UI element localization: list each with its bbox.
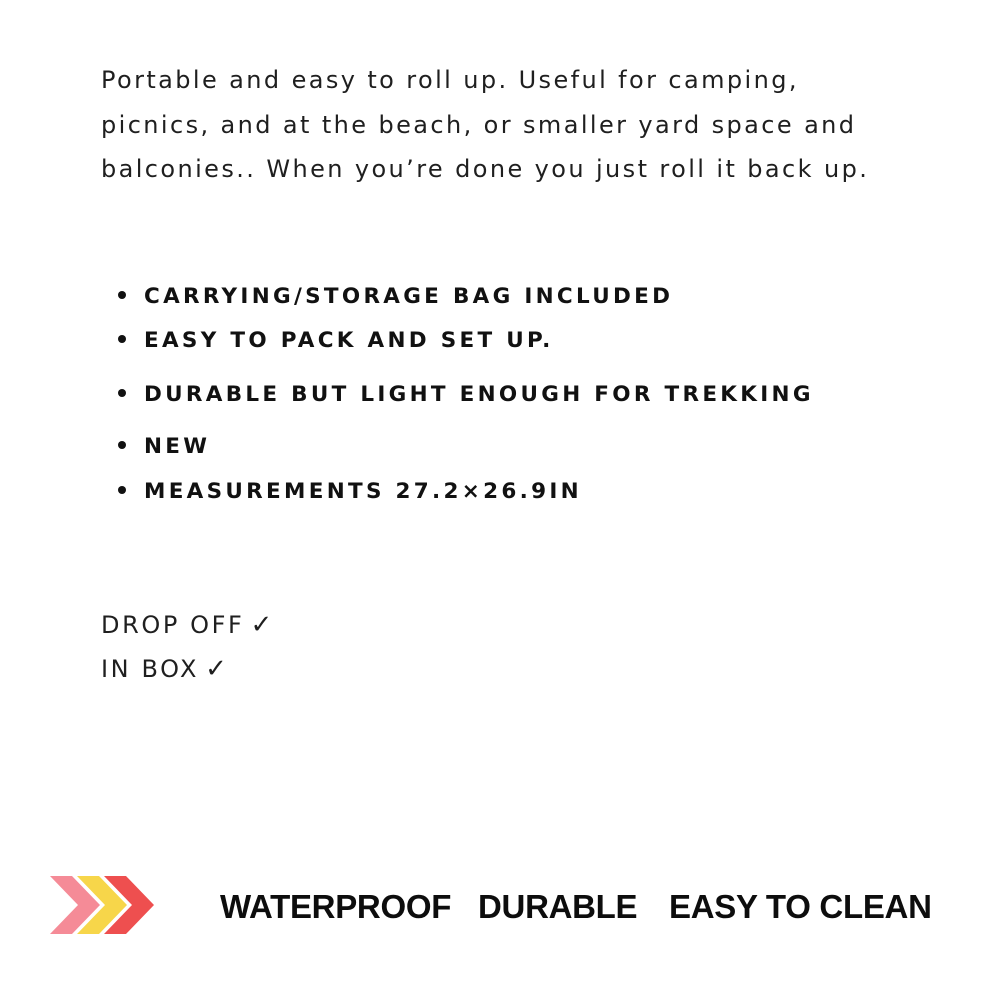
feature-item-storage-bag [118, 284, 673, 309]
feature-label: MEASUREMENTS 27.2×26.9IN [144, 479, 582, 504]
feature-label: DURABLE BUT LIGHT ENOUGH FOR TREKKING [144, 382, 814, 407]
feature-label: NEW [144, 434, 211, 459]
feature-item-easy-pack [118, 328, 554, 353]
badge-waterproof: WATERPROOF [220, 888, 452, 925]
bullet-icon [118, 486, 126, 494]
feature-item-new [118, 434, 210, 459]
feature-label: EASY TO PACK AND SET UP. [144, 328, 554, 353]
drop-off-label: DROP OFF [101, 611, 245, 639]
product-description [101, 58, 961, 192]
in-box-status [101, 654, 227, 684]
feature-item-measurements [118, 479, 582, 504]
badge-easy-to-clean: EASY TO CLEAN [669, 888, 932, 925]
in-box-label: IN BOX [101, 655, 200, 683]
badge-durable: DURABLE [478, 888, 638, 925]
bullet-icon [118, 335, 126, 343]
feature-item-durable [118, 382, 814, 407]
bullet-icon [118, 389, 126, 397]
description-line-1: Portable and easy to roll up. Useful for camping, [101, 66, 799, 94]
feature-badges [0, 884, 1000, 930]
check-icon: ✓ [205, 654, 227, 684]
bullet-icon [118, 291, 126, 299]
description-line-2: picnics, and at the beach, or smaller yard space and [101, 110, 857, 139]
feature-label: CARRYING/STORAGE BAG INCLUDED [144, 284, 674, 309]
check-icon: ✓ [250, 610, 273, 640]
bullet-icon [118, 441, 126, 449]
drop-off-status [101, 610, 272, 640]
description-line-3: balconies.. When you’re done you just roll it back up. [101, 155, 870, 183]
